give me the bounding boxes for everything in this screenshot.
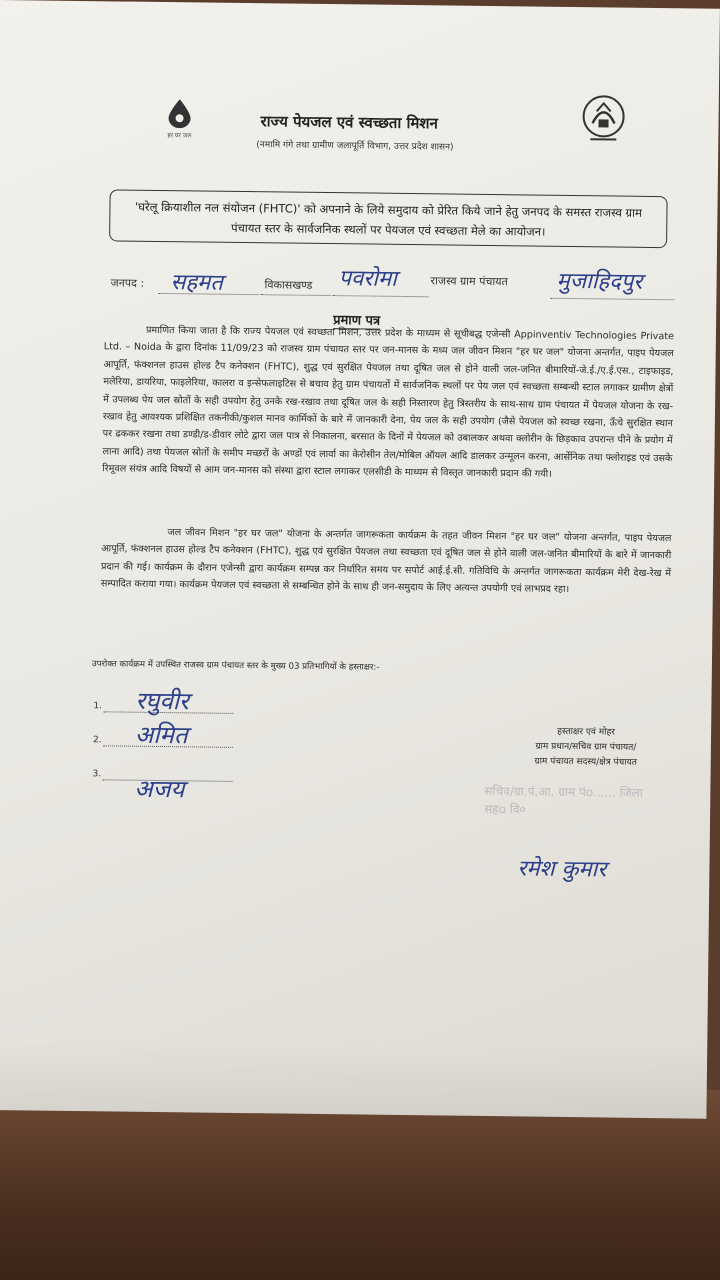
certificate-title: प्रमाण पत्र xyxy=(333,310,380,330)
gram-panchayat-label: राजस्व ग्राम पंचायत xyxy=(430,274,508,289)
participant-1-signature: रघुवीर xyxy=(135,686,190,716)
faded-stamp: सचिव/ग्रा.पं.आ. ग्राम पंo...... जिला सहo वि० xyxy=(484,783,643,817)
water-drop-icon xyxy=(166,98,192,128)
location-fields xyxy=(110,267,680,314)
certificate-paragraph-2: जल जीवन मिशन "हर घर जल" योजना के अन्तर्गत जागरूकता कार्यक्रम के तहत जीवन मिशन "हर घर जल" योजना अन्तर्गत, पाइप पेयजल आपूर्ति, फंक्शनल हाउस होल्ड टैप कनेक्शन (FHTC), शुद्ध एवं सुरक्षित पेयजल तथा स्वच्छता एवं दूषित जल से होने वाली जल-जनित बीमारियों के बारे में जानकारी प्रदान की गई। कार्यक्रम के दौरान एजेन्सी द्वारा कार्यक्रम सम्पन्न कर निर्धारित समय पर सपोर्ट आई.ई.सी. गतिविधि के अन्तर्गत जागरूकता कार्यक्रम मेरी देख-रेख में सम्पादित कराया गया। कार्यक्रम पेयजल एवं स्वच्छता से सम्बन्धित होने के साथ ही जन-समुदाय के लिए अत्यन्त उपयोगी एवं लाभप्रद रहा। xyxy=(100,527,672,596)
signature-block-line-2: ग्राम प्रधान/सचिव ग्राम पंचायत/ xyxy=(535,741,637,753)
participants-intro: उपरोक्त कार्यक्रम में उपस्थित राजस्व ग्राम पंचायत स्तर के मुख्य 03 प्रतिभागियों के हस्ताक्षर:- xyxy=(91,659,380,673)
participant-3-signature: अजय xyxy=(134,774,185,804)
secretary-signature: रमेश कुमार xyxy=(517,856,607,883)
participant-2-number: 2. xyxy=(92,735,102,746)
signature-block-line-1: हस्ताक्षर एवं मोहर xyxy=(557,726,616,738)
certificate-paragraph-1: प्रमाणित किया जाता है कि राज्य पेयजल एवं स्वच्छता मिशन, उत्तर प्रदेश के माध्यम से सूचीबद्ध एजेन्सी Appinventiv Technologies Private Ltd. – Noida के द्वारा दिनांक 11/09/23 को राजस्व ग्राम पंचायत स्तर पर जन-मानस के मध्य जल जीवन मिशन "हर घर जल" योजना अन्तर्गत, पाइप पेयजल आपूर्ति, फंक्शनल हाउस होल्ड टैप कनेक्शन (FHTC), शुद्ध एवं सुरक्षित पेयजल तथा दूषित जल से होने वाली जल-जनित बीमारियों-जे.ई./ए.ई.एस., टाइफाइड, मलेरिया, डायरिया, फाइलेरिया, कालरा व इन्सेफलाइटिस से बचाव हेतु ग्राम पंचायतों में सार्वजनिक स्थलों पर पेय जल एवं स्वच्छता सम्बन्धी स्टाल लगाकर ग्रामीण क्षेत्रों में उपलब्ध पेय जल स्रोतों के सही उपयोग हेतु उनके रख-रखाव तथा दूषित जल के सही निस्तारण हेतु त्रिस्तरीय के साथ-साथ ग्राम पंचायत में पेयजल योजना के रख-रखाव हेतु आवश्यक प्रशिक्षित तकनीकी/कुशल मानव कार्मिकों के बारे में जानकारी देना, पेय जल के सही उपयोग (जैसे पेयजल को स्वच्छ रखना, ऊँचे सुरक्षित स्थान पर ढककर रखना तथा डण्डी/ड-डीवार लोटे द्वारा जल पात्र से निकालना, बरसात के दिनों में पेयजल को उबालकर अथवा क्लोरीन के छिड़काव उपरान्त पीने के प्रयोग में लाना आदि) तथा पेयजल स्रोतों के समीप मच्छरों के अण्डों एवं लार्वा का केरोसीन तेल/मोबिल ऑयल आदि डालकर उन्मूलन करना, आर्सेनिक तथा फ्लोराइड एवं उसके रिमूवल संयंत्र आदि विषयों से आम जन-मानस को संस्था द्वारा स्टाल लगाकर एलसीडी के माध्यम से विस्तृत जानकारी प्रदान की गयी। xyxy=(102,324,675,481)
gram-panchayat-value: मुजाहिदपुर xyxy=(556,268,643,295)
logo-caption: हर घर जल xyxy=(167,132,192,140)
district-label: जनपद : xyxy=(110,276,145,290)
participant-3-number: 3. xyxy=(92,769,102,780)
header-title: राज्य पेयजल एवं स्वच्छता मिशन xyxy=(260,112,439,133)
har-ghar-jal-logo xyxy=(158,98,201,147)
block-value: पवरोमा xyxy=(338,266,398,292)
up-government-emblem-icon xyxy=(580,93,627,146)
district-value: सहमत xyxy=(170,270,223,296)
signature-block xyxy=(496,724,677,771)
participant-1-number: 1. xyxy=(93,701,103,712)
signature-block-line-3: ग्राम पंचायत सदस्य/क्षेत्र पंचायत xyxy=(534,756,638,768)
header-subtitle: (नमामि गंगे तथा ग्रामीण जलापूर्ति विभाग, उत्तर प्रदेश शासन) xyxy=(256,140,454,153)
event-title-box: 'घरेलू क्रियाशील नल संयोजन (FHTC)' को अपनाने के लिये समुदाय को प्रेरित किये जाने हेतु जनपद के समस्त राजस्व ग्राम पंचायत स्तर के सार्वजनिक स्थलों पर पेयजल एवं स्वच्छता मेले का आयोजन। xyxy=(109,189,668,248)
wooden-table xyxy=(0,1090,720,1280)
block-label: विकासखण्ड xyxy=(264,278,313,292)
participant-2-signature: अमित xyxy=(134,720,188,750)
